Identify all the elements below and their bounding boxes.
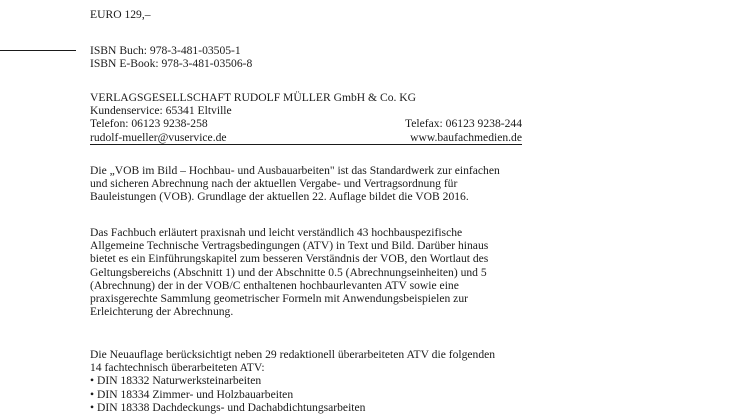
- list-item: • DIN 18332 Naturwerksteinarbeiten: [90, 374, 262, 388]
- text-line: und sicheren Abrechnung nach der aktuellen Vergabe- und Vertragsordnung für: [90, 177, 458, 191]
- contact-web-row: [90, 131, 522, 145]
- text-line: Bauleistungen (VOB). Grundlage der aktuellen 22. Auflage bildet die VOB 2016.: [90, 190, 469, 204]
- paragraph-new-edition: [90, 348, 560, 414]
- paragraph-intro: [90, 164, 560, 204]
- isbn-ebook: ISBN E-Book: 978-3-481-03506-8: [90, 57, 253, 71]
- customer-service: Kundenservice: 65341 Eltville: [90, 104, 232, 118]
- atv-list: [90, 374, 560, 414]
- price: EURO 129,–: [90, 8, 151, 21]
- text-line: Die Neuauflage berücksichtigt neben 29 redaktionell überarbeiteten ATV die folgenden: [90, 348, 496, 361]
- phone: Telefon: 06123 9238-258: [90, 117, 208, 131]
- paragraph-description: [90, 226, 560, 318]
- publisher-name: VERLAGSGESELLSCHAFT RUDOLF MÜLLER GmbH & Co. KG: [90, 91, 417, 104]
- text-line: (Abrechnung) der in der VOB/C enthaltenen hochbaurlevanten ATV sowie eine: [90, 278, 459, 292]
- isbn-book: ISBN Buch: 978-3-481-03505-1: [90, 44, 241, 57]
- website-link[interactable]: www.baufachmedien.de: [410, 130, 522, 144]
- publisher-block: [90, 91, 560, 145]
- text-line: Die „VOB im Bild – Hochbau- und Ausbauarbeiten" ist das Standardwerk zur einfachen: [90, 164, 500, 177]
- list-item: • DIN 18334 Zimmer- und Holzbauarbeiten: [90, 387, 294, 401]
- text-line: praxisgerechte Sammlung geometrischer Formeln mit Anwendungsbeispielen zur: [90, 292, 468, 306]
- text-line: Erleichterung der Abrechnung.: [90, 305, 234, 319]
- text-line: Geltungsbereichs (Abschnitt 1) und der Abschnitte 0.5 (Abrechnungseinheiten) und 5: [90, 265, 487, 279]
- contact-phone-row: [90, 117, 522, 130]
- price-block: [90, 8, 560, 21]
- email-link[interactable]: rudolf-mueller@vuservice.de: [90, 130, 227, 144]
- list-item: • DIN 18338 Dachdeckungs- und Dachabdichtungsarbeiten: [90, 400, 366, 414]
- margin-rule: [0, 50, 76, 51]
- text-line: bietet es ein Einführungskapitel zum besseren Verständnis der VOB, den Wortlaut des: [90, 252, 489, 266]
- text-line: 14 fachtechnisch überarbeiteten ATV:: [90, 361, 265, 375]
- text-line: Das Fachbuch erläutert praxisnah und leicht verständlich 43 hochbauspezifische: [90, 226, 463, 239]
- text-line: Allgemeine Technische Vertragsbedingungen (ATV) in Text und Bild. Darüber hinaus: [90, 239, 489, 253]
- fax: Telefax: 06123 9238-244: [404, 117, 522, 131]
- isbn-block: [90, 44, 560, 70]
